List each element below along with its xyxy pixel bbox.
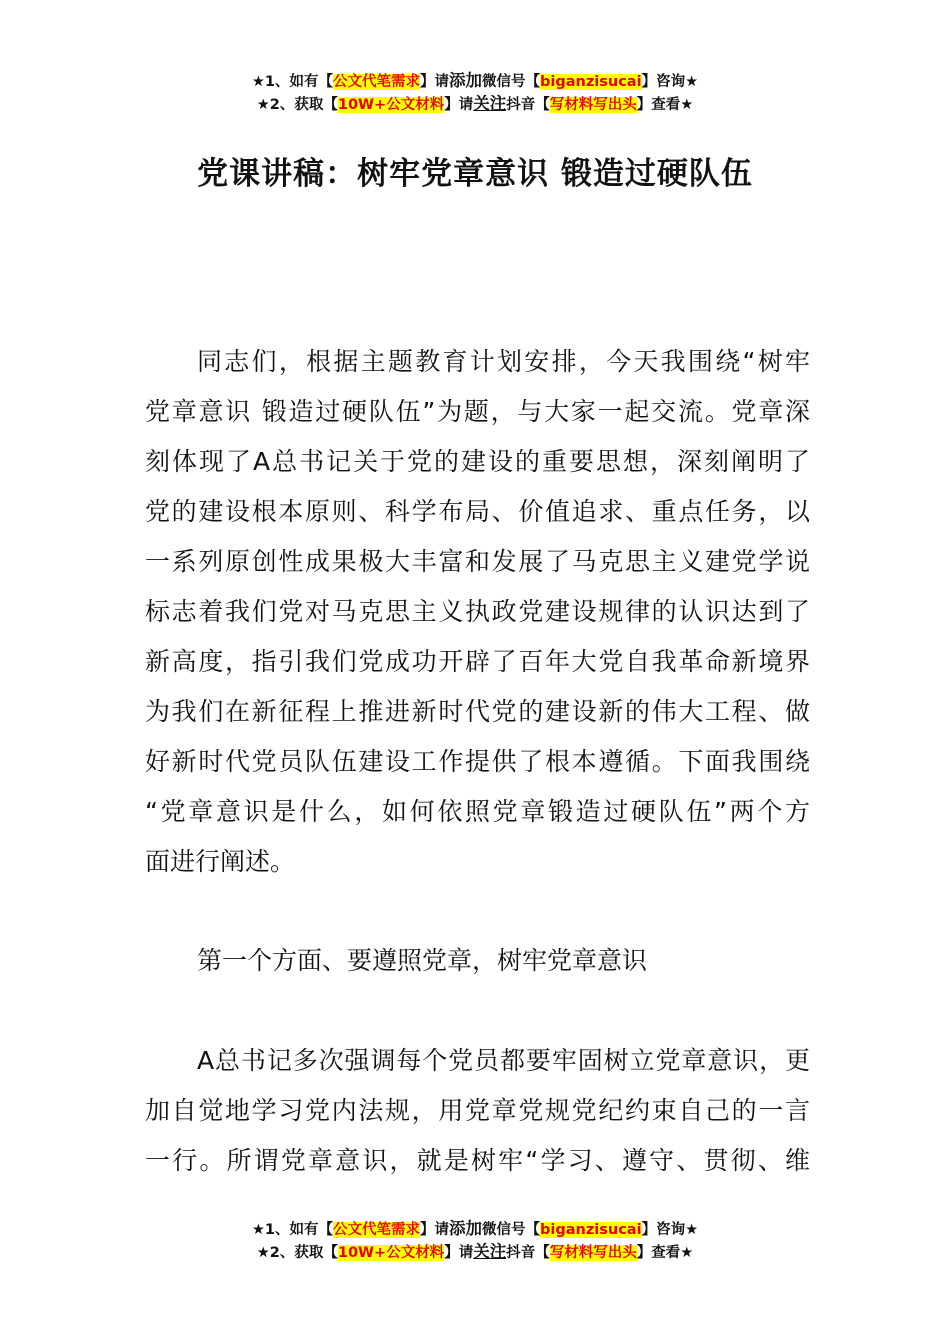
text-line: “党章意识是什么，如何依照党章锻造过硬队伍”两个方 — [145, 797, 810, 826]
promo-text: 】请 — [420, 74, 450, 90]
text-line: 党章意识 锻造过硬队伍”为题，与大家一起交流。党章深 — [145, 397, 810, 426]
text-line: 标志着我们党对马克思主义执政党建设规律的认识达到了 — [145, 597, 810, 626]
text-line: A总书记多次强调每个党员都要牢固树立党章意识，更 — [197, 1046, 810, 1075]
promo-text: 微信号【 — [482, 1222, 541, 1238]
promo-wechat-id: biganzisucai — [540, 74, 642, 90]
text-line: 同志们，根据主题教育计划安排，今天我围绕“树牢 — [197, 347, 810, 376]
paragraph-section-1 — [145, 1036, 810, 1186]
promo-emphasis: 关注 — [473, 1242, 507, 1261]
text-line: 一行。所谓党章意识，就是树牢“学习、遵守、贯彻、维 — [145, 1146, 810, 1175]
promo-text: 抖音【 — [506, 97, 550, 113]
promo-emphasis: 添加 — [449, 71, 483, 90]
paragraph-intro — [145, 337, 810, 887]
promo-line-2 — [0, 93, 950, 116]
promo-text: 抖音【 — [506, 1245, 550, 1261]
text-line: 党的建设根本原则、科学布局、价值追求、重点任务，以 — [145, 497, 810, 526]
promo-douyin-name: 写材料写出头 — [549, 97, 637, 113]
text-line: 新高度，指引我们党成功开辟了百年大党自我革命新境界 — [145, 647, 810, 676]
promo-text: 微信号【 — [482, 74, 541, 90]
text-line: 好新时代党员队伍建设工作提供了根本遵循。下面我围绕 — [145, 747, 810, 776]
promo-wechat-id: biganzisucai — [540, 1222, 642, 1238]
promo-text: ★2、获取【 — [256, 1245, 338, 1261]
promo-banner-bottom — [0, 1218, 950, 1264]
heading-text: 第一个方面、要遵照党章，树牢党章意识 — [197, 946, 648, 975]
section-heading — [145, 936, 810, 986]
promo-line-2 — [0, 1241, 950, 1264]
promo-text: 】查看★ — [636, 1245, 694, 1261]
promo-line-1 — [0, 1218, 950, 1241]
promo-text: 】请 — [444, 97, 474, 113]
promo-douyin-name: 写材料写出头 — [549, 1245, 637, 1261]
promo-text: 】请 — [420, 1222, 450, 1238]
document-title: 党课讲稿：树牢党章意识 锻造过硬队伍 — [197, 156, 753, 192]
promo-text: 】查看★ — [636, 97, 694, 113]
promo-text: ★1、如有【 — [251, 74, 334, 90]
promo-banner-top — [0, 70, 950, 116]
promo-highlight: 公文代笔需求 — [333, 1222, 421, 1238]
text-line: 一系列原创性成果极大丰富和发展了马克思主义建党学说 — [145, 547, 810, 576]
text-line: 面进行阐述。 — [145, 847, 296, 876]
text-line: 加自觉地学习党内法规，用党章党规党纪约束自己的一言 — [145, 1096, 810, 1125]
promo-emphasis: 关注 — [473, 94, 507, 113]
text-line: 刻体现了A总书记关于党的建设的重要思想，深刻阐明了 — [145, 447, 810, 476]
promo-highlight: 公文代笔需求 — [333, 74, 421, 90]
text-line: 为我们在新征程上推进新时代党的建设新的伟大工程、做 — [145, 697, 810, 726]
promo-text: 】咨询★ — [641, 1222, 699, 1238]
promo-text: ★1、如有【 — [251, 1222, 334, 1238]
promo-text: 】请 — [444, 1245, 474, 1261]
promo-highlight: 10W+公文材料 — [337, 97, 445, 113]
promo-emphasis: 添加 — [449, 1219, 483, 1238]
promo-text: 】咨询★ — [641, 74, 699, 90]
promo-text: ★2、获取【 — [256, 97, 338, 113]
promo-line-1 — [0, 70, 950, 93]
promo-highlight: 10W+公文材料 — [337, 1245, 445, 1261]
